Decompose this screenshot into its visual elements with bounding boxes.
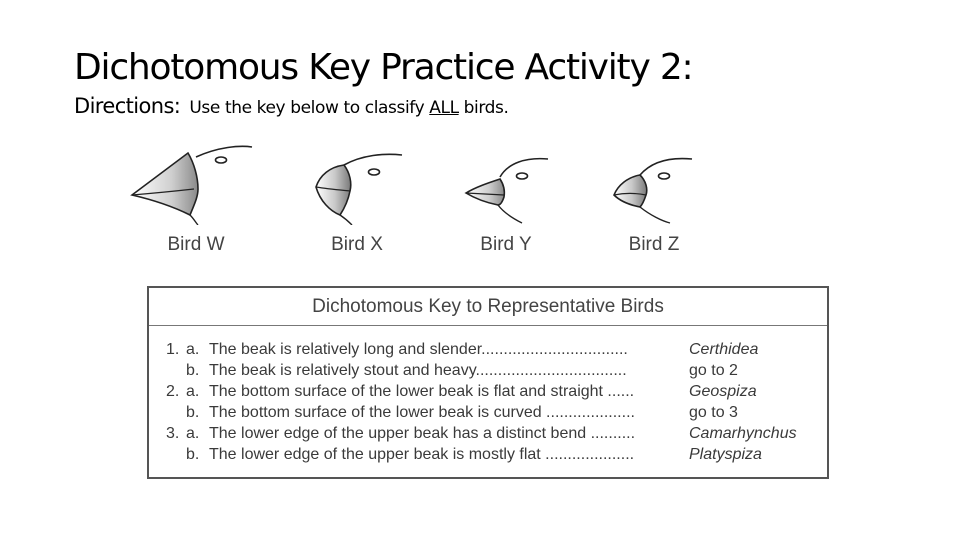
- key-choice-result: go to 2: [689, 362, 738, 379]
- directions-text-after: birds.: [463, 98, 509, 118]
- directions-text-before: Use the key below to classify: [189, 98, 425, 118]
- key-choice-result: Camarhynchus: [689, 425, 797, 442]
- directions: [74, 92, 509, 122]
- key-choice-result: Geospiza: [689, 383, 757, 400]
- directions-label: Directions:: [74, 94, 181, 118]
- key-row: [149, 444, 827, 465]
- key-step-number: 3.: [166, 425, 180, 442]
- key-step-number: 2.: [166, 383, 180, 400]
- key-choice-text: The bottom surface of the lower beak is curved ....................: [209, 404, 635, 421]
- key-choice-letter: b.: [186, 404, 200, 421]
- key-choice-letter: a.: [186, 383, 200, 400]
- key-choice-text: The lower edge of the upper beak is mostly flat ....................: [209, 446, 635, 463]
- curved-beak-bird-head-icon: [606, 143, 716, 225]
- long-slender-beak-bird-head-icon: [128, 143, 258, 225]
- key-choice-text: The bottom surface of the lower beak is flat and straight ......: [209, 383, 635, 400]
- directions-emphasis: ALL: [429, 98, 459, 118]
- key-choice-letter: b.: [186, 446, 200, 463]
- key-rows: [149, 326, 827, 465]
- key-choice-letter: a.: [186, 341, 200, 358]
- bird-y-figure: [460, 143, 570, 225]
- key-row: [149, 402, 827, 423]
- key-choice-letter: b.: [186, 362, 200, 379]
- bird-z-figure: [606, 143, 716, 225]
- stout-heavy-beak-bird-head-icon: [308, 143, 418, 225]
- key-row: [149, 423, 827, 444]
- key-choice-letter: a.: [186, 425, 200, 442]
- bird-x-label: Bird X: [331, 234, 383, 255]
- directions-text: [189, 98, 508, 118]
- bird-w-figure: [128, 143, 258, 225]
- key-choice-text: The beak is relatively stout and heavy..................................: [209, 362, 627, 379]
- key-step-number: 1.: [166, 341, 180, 358]
- key-choice-text: The lower edge of the upper beak has a distinct bend ..........: [209, 425, 636, 442]
- key-choice-text: The beak is relatively long and slender.................................: [209, 341, 628, 358]
- small-flat-beak-bird-head-icon: [460, 143, 570, 225]
- key-choice-result: Platyspiza: [689, 446, 762, 463]
- key-choice-result: go to 3: [689, 404, 738, 421]
- key-row: [149, 381, 827, 402]
- bird-w-label: Bird W: [167, 234, 225, 255]
- page-title: Dichotomous Key Practice Activity 2:: [74, 47, 693, 88]
- key-title: Dichotomous Key to Representative Birds: [149, 288, 827, 326]
- key-choice-result: Certhidea: [689, 341, 759, 358]
- bird-y-label: Bird Y: [480, 234, 532, 255]
- key-row: [149, 360, 827, 381]
- key-row: [149, 339, 827, 360]
- bird-x-figure: [308, 143, 418, 225]
- dichotomous-key-table: [147, 286, 829, 479]
- bird-z-label: Bird Z: [628, 234, 680, 255]
